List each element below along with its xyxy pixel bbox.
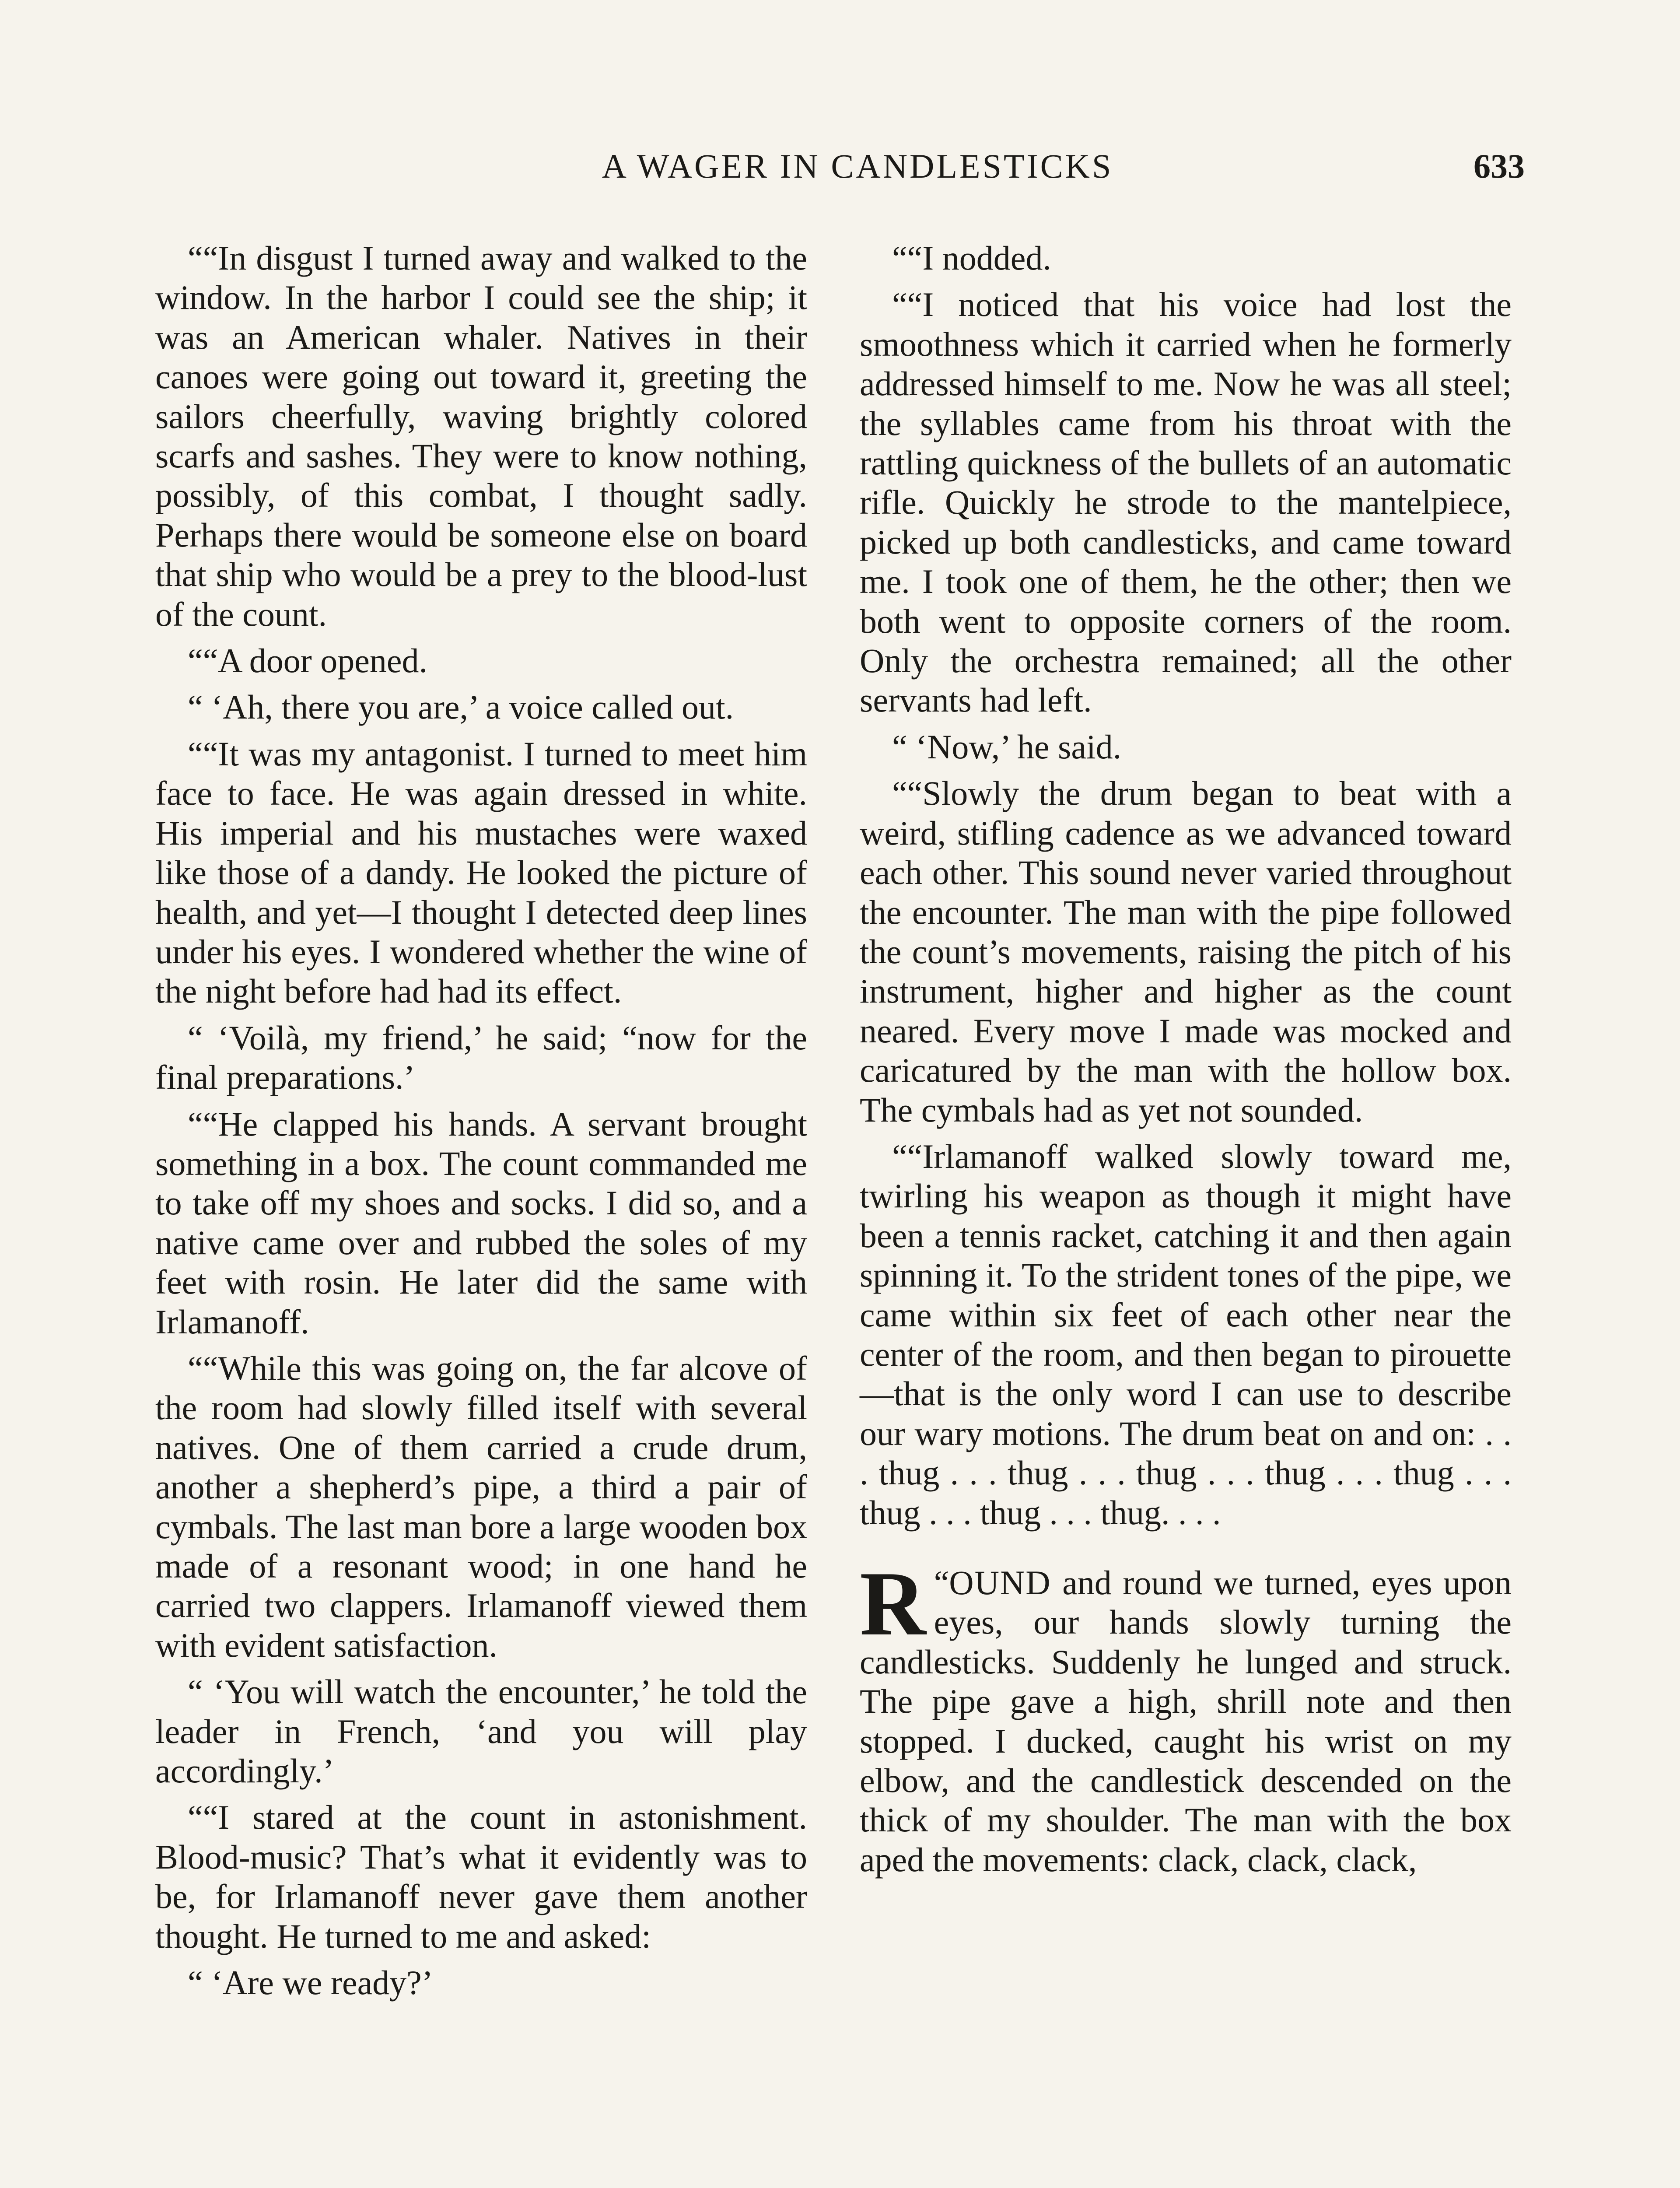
paragraph: ““While this was going on, the far alcove of the room had slowly filled itself with several natives. One of them carried a crude drum, another a shepherd’s pipe, a third a pair of cymbals. The last man bore a large wooden box made of a resonant wood; in one hand he carried two clappers. Irlamanoff viewed them with evident satisfaction. [155, 1349, 807, 1664]
small-caps-lead: OUND [949, 1564, 1051, 1602]
paragraph: ““I noticed that his voice had lost the smoothness which it carried when he formerly addressed himself to me. Now he was all steel; the syllables came from his throat with the rattling quickness of the bullets of an automatic rifle. Quickly he strode to the mantelpiece, picked up both candlesticks, and came toward me. I took one of them, he the other; then we both went to opposite corners of the room. Only the orchestra remained; all the other servants had left. [860, 285, 1512, 719]
paragraph: ““I nodded. [892, 239, 1051, 277]
paragraph: “ ‘Are we ready?’ [188, 1964, 433, 2002]
right-column [860, 238, 1512, 1886]
left-column [155, 238, 807, 2009]
paragraph: ““He clapped his hands. A servant brought something in a box. The count commanded me to take off my shoes and socks. I did so, and a native came over and rubbed the soles of my feet with rosin. He later did the same with Irlamanoff. [155, 1105, 807, 1341]
paragraph: “ ‘Voilà, my friend,’ he said; “now for the final preparations.’ [155, 1018, 807, 1097]
page-number: 633 [1474, 147, 1525, 185]
paragraph: “ ‘You will watch the encounter,’ he told the leader in French, ‘and you will play accordingly.’ [155, 1673, 807, 1790]
drop-cap: R [860, 1553, 926, 1655]
paragraph: ““I stared at the count in astonishment. Blood-music? That’s what it evidently was to be, for Irlamanoff never gave them another thought. He turned to me and asked: [155, 1798, 807, 1955]
opener-text: and round we turned, eyes upon eyes, our hands slowly turning the candlesticks. Suddenly he lunged and struck. The pipe gave a high, shrill note and then stopped. I ducked, caught his wrist on my elbow, and the candlestick descended on the thick of my shoulder. The man with the box aped the movements: clack, clack, clack, [860, 1564, 1512, 1879]
paragraph: “ ‘Ah, there you are,’ a voice called out. [188, 688, 734, 726]
paragraph: “ ‘Now,’ he said. [892, 727, 1122, 766]
section-opener-paragraph [860, 1553, 1512, 1879]
paragraph: ““In disgust I turned away and walked to the window. In the harbor I could see the ship; it was an American whaler. Natives in their canoes were going out toward it, greeting the sailors cheerfully, waving brightly colored scarfs and sashes. They were to know nothing, possibly, of this combat, I thought sadly. Perhaps there would be someone else on board that ship who would be a prey to the blood-lust of the count. [155, 239, 807, 633]
running-title: A WAGER IN CANDLESTICKS [602, 147, 1113, 185]
opening-quote: “ [934, 1564, 949, 1602]
paragraph: ““It was my antagonist. I turned to meet him face to face. He was again dressed in white. His imperial and his mustaches were waxed like those of a dandy. He looked the picture of health, and yet—I thought I detected deep lines under his eyes. I wondered whether the wine of the night before had had its effect. [155, 734, 807, 1010]
paragraph: ““Irlamanoff walked slowly toward me, twirling his weapon as though it might have been a tennis racket, catching it and then again spinning it. To the strident tones of the pipe, we came within six feet of each other near the center of the room, and then began to pirouette—that is the only word I can use to describe our wary motions. The drum beat on and on: . . . thug . . . thug . . . thug . . . thug . . . thug . . . thug . . . thug . . . thug. . . . [860, 1137, 1512, 1532]
paragraph: ““Slowly the drum began to beat with a weird, stifling cadence as we advanced toward each other. This sound never varied throughout the encounter. The man with the pipe followed the count’s movements, raising the pitch of his instrument, higher and higher as the count neared. Every move I made was mocked and caricatured by the man with the hollow box. The cymbals had as yet not sounded. [860, 774, 1512, 1129]
paragraph: ““A door opened. [188, 642, 427, 680]
